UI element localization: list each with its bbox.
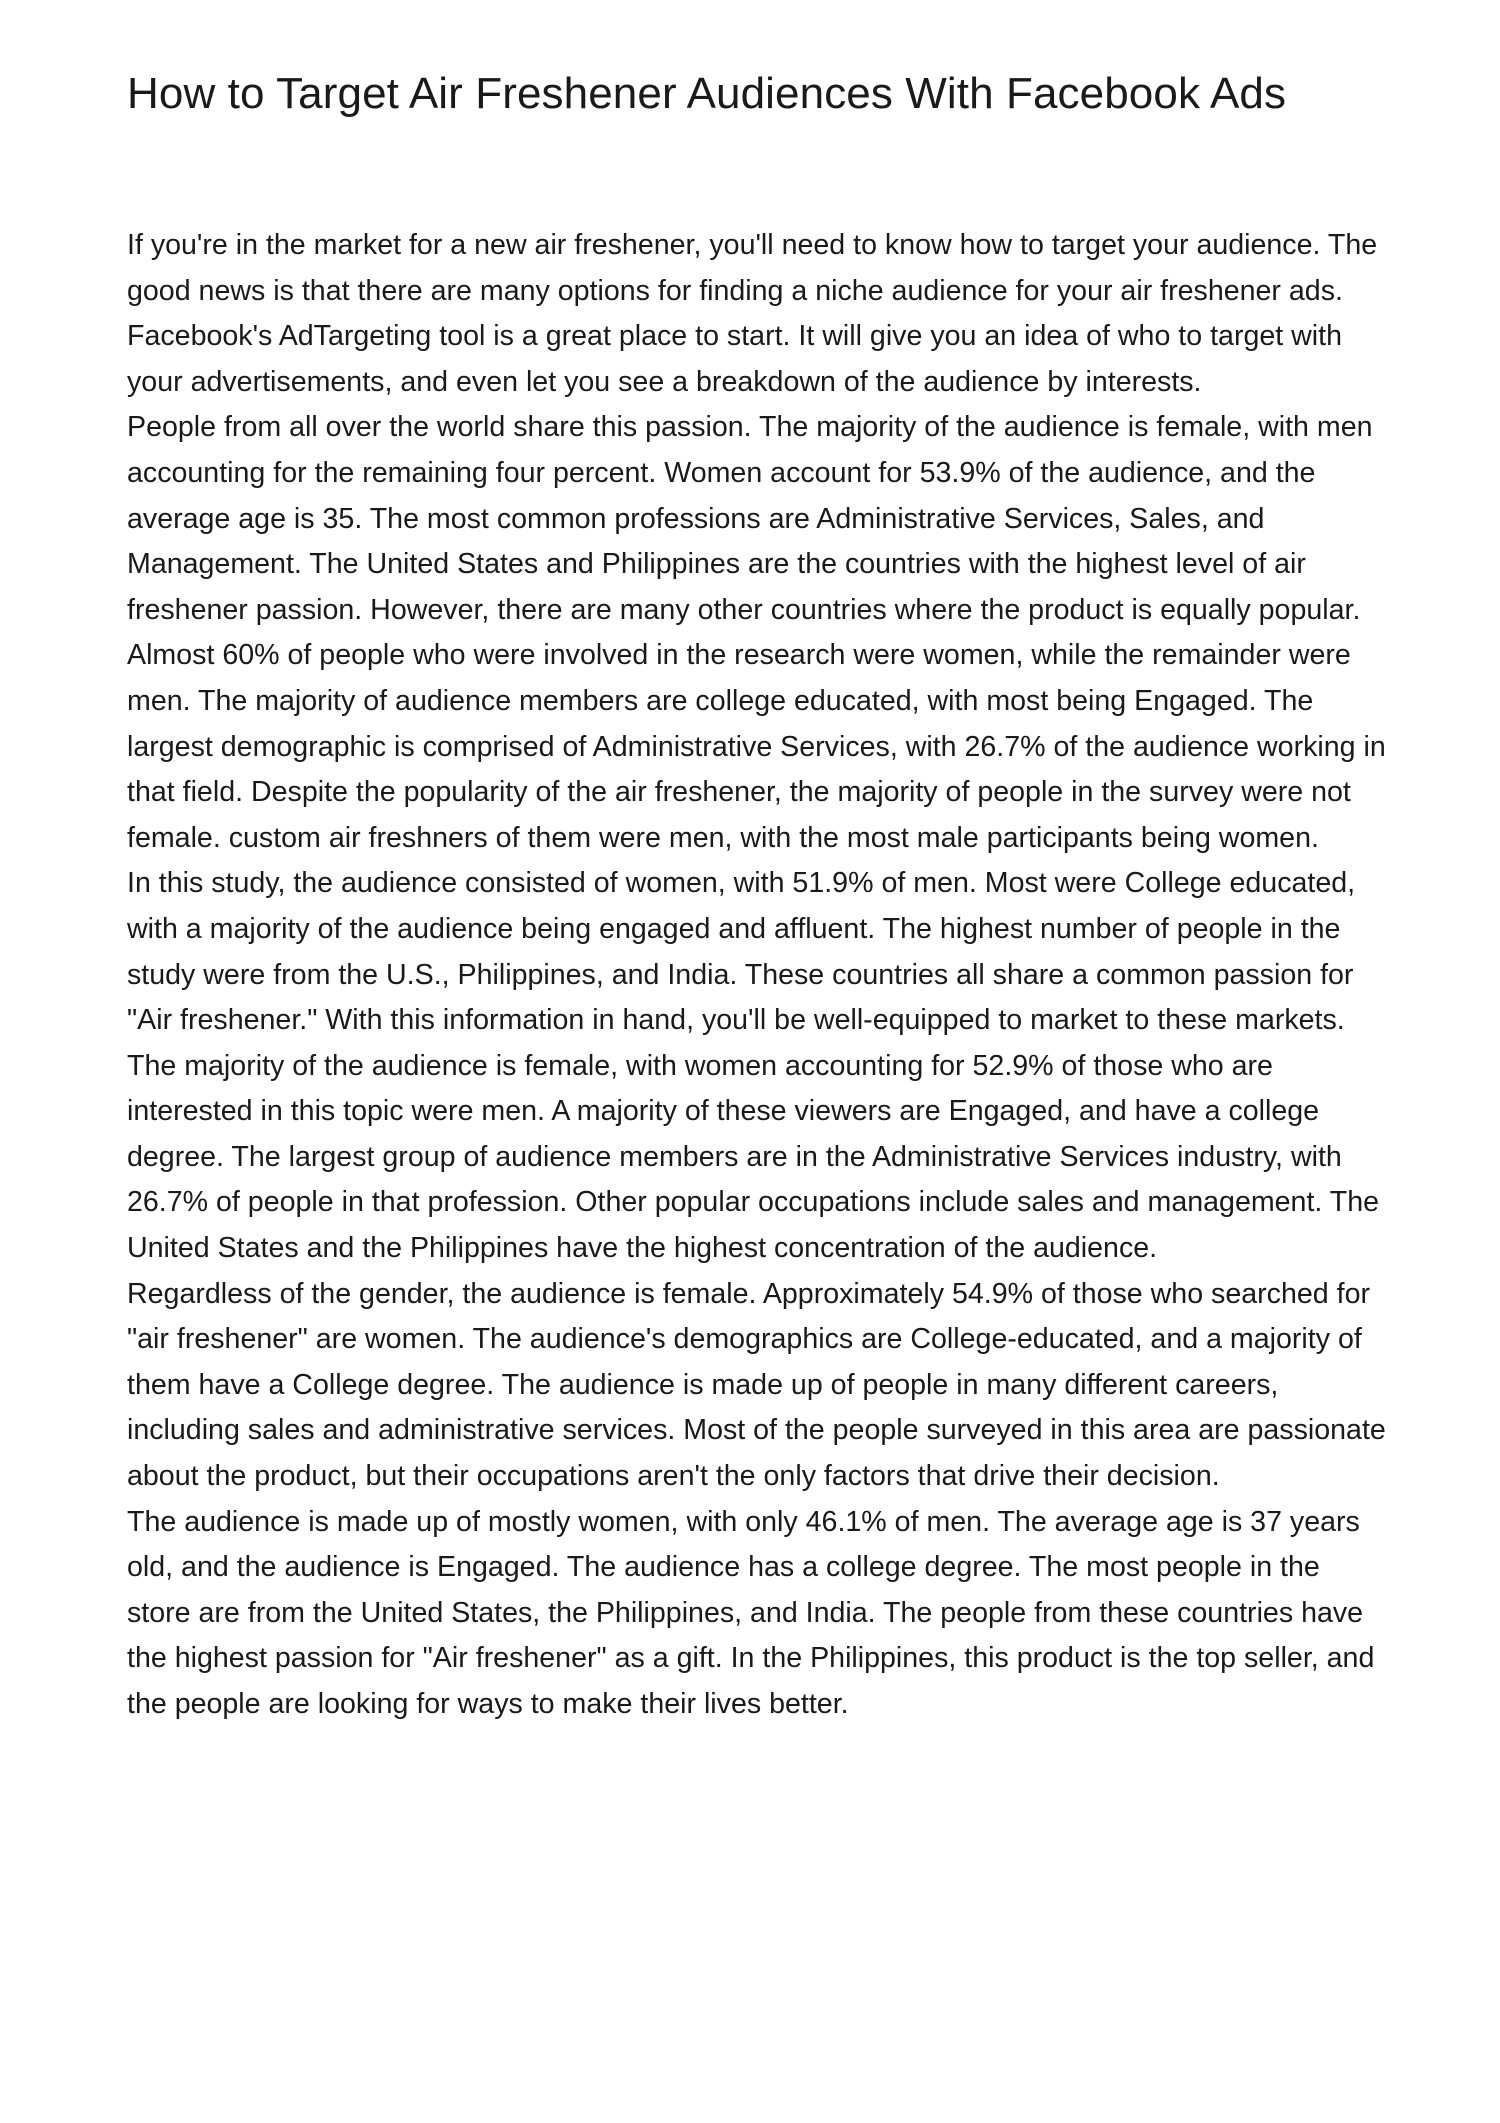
paragraph-6: Regardless of the gender, the audience is female. Approximately 54.9% of those who searched for "air freshener" are women. The audience's demographics are College-educated, and a majority of them have a College degree. The audience is made up of people in many different careers, including sales and administrative services. Most of the people surveyed in this area are passionate about the product, but their occupations aren't the only factors that drive their decision.	[127, 1277, 1386, 1493]
document-page	[127, 58, 1387, 1728]
paragraph-7: The audience is made up of mostly women, with only 46.1% of men. The average age is 37 years old, and the audience is Engaged. The audience has a college degree. The most people in the store are from the United States, the Philippines, and India. The people from these countries have the highest passion for "Air freshener" as a gift. In the Philippines, this product is the top seller, and the people are looking for ways to make their lives better.	[127, 1505, 1375, 1720]
article-body	[127, 223, 1387, 1728]
paragraph-1: If you're in the market for a new air freshener, you'll need to know how to target your audience. The good news is that there are many options for finding a niche audience for your air freshener ads. Facebook's AdTargeting tool is a great place to start. It will give you an idea of who to target with your advertisements, and even let you see a breakdown of the audience by interests.	[127, 229, 1378, 398]
paragraph-4: In this study, the audience consisted of women, with 51.9% of men. Most were College educated, with a majority of the audience being engaged and affluent. The highest number of people in the study were from the U.S., Philippines, and India. These countries all share a common passion for "Air freshener." With this information in hand, you'll be well-equipped to market to these markets.	[127, 867, 1356, 1037]
paragraph-5: The majority of the audience is female, with women accounting for 52.9% of those who are interested in this topic were men. A majority of these viewers are Engaged, and have a college degree. The largest group of audience members are in the Administrative Services industry, with 26.7% of people in that profession. Other popular occupations include sales and management. The United States and the Philippines have the highest concentration of the audience.	[127, 1049, 1380, 1265]
paragraph-2: People from all over the world share this passion. The majority of the audience is female, with men accounting for the remaining four percent. Women account for 53.9% of the audience, and the average age is 35. The most common professions are Administrative Services, Sales, and Management. The United States and Philippines are the countries with the highest level of air freshener passion. However, there are many other countries where the product is equally popular.	[127, 411, 1373, 626]
paragraph-3: Almost 60% of people who were involved in the research were women, while the remainder were men. The majority of audience members are college educated, with most being Engaged. The largest demographic is comprised of Administrative Services, with 26.7% of the audience working in that field. Despite the popularity of the air freshener, the majority of people in the survey were not female. custom air freshners of them were men, with the most male participants being women.	[127, 639, 1386, 854]
page-title: How to Target Air Freshener Audiences With Facebook Ads	[127, 69, 1287, 118]
